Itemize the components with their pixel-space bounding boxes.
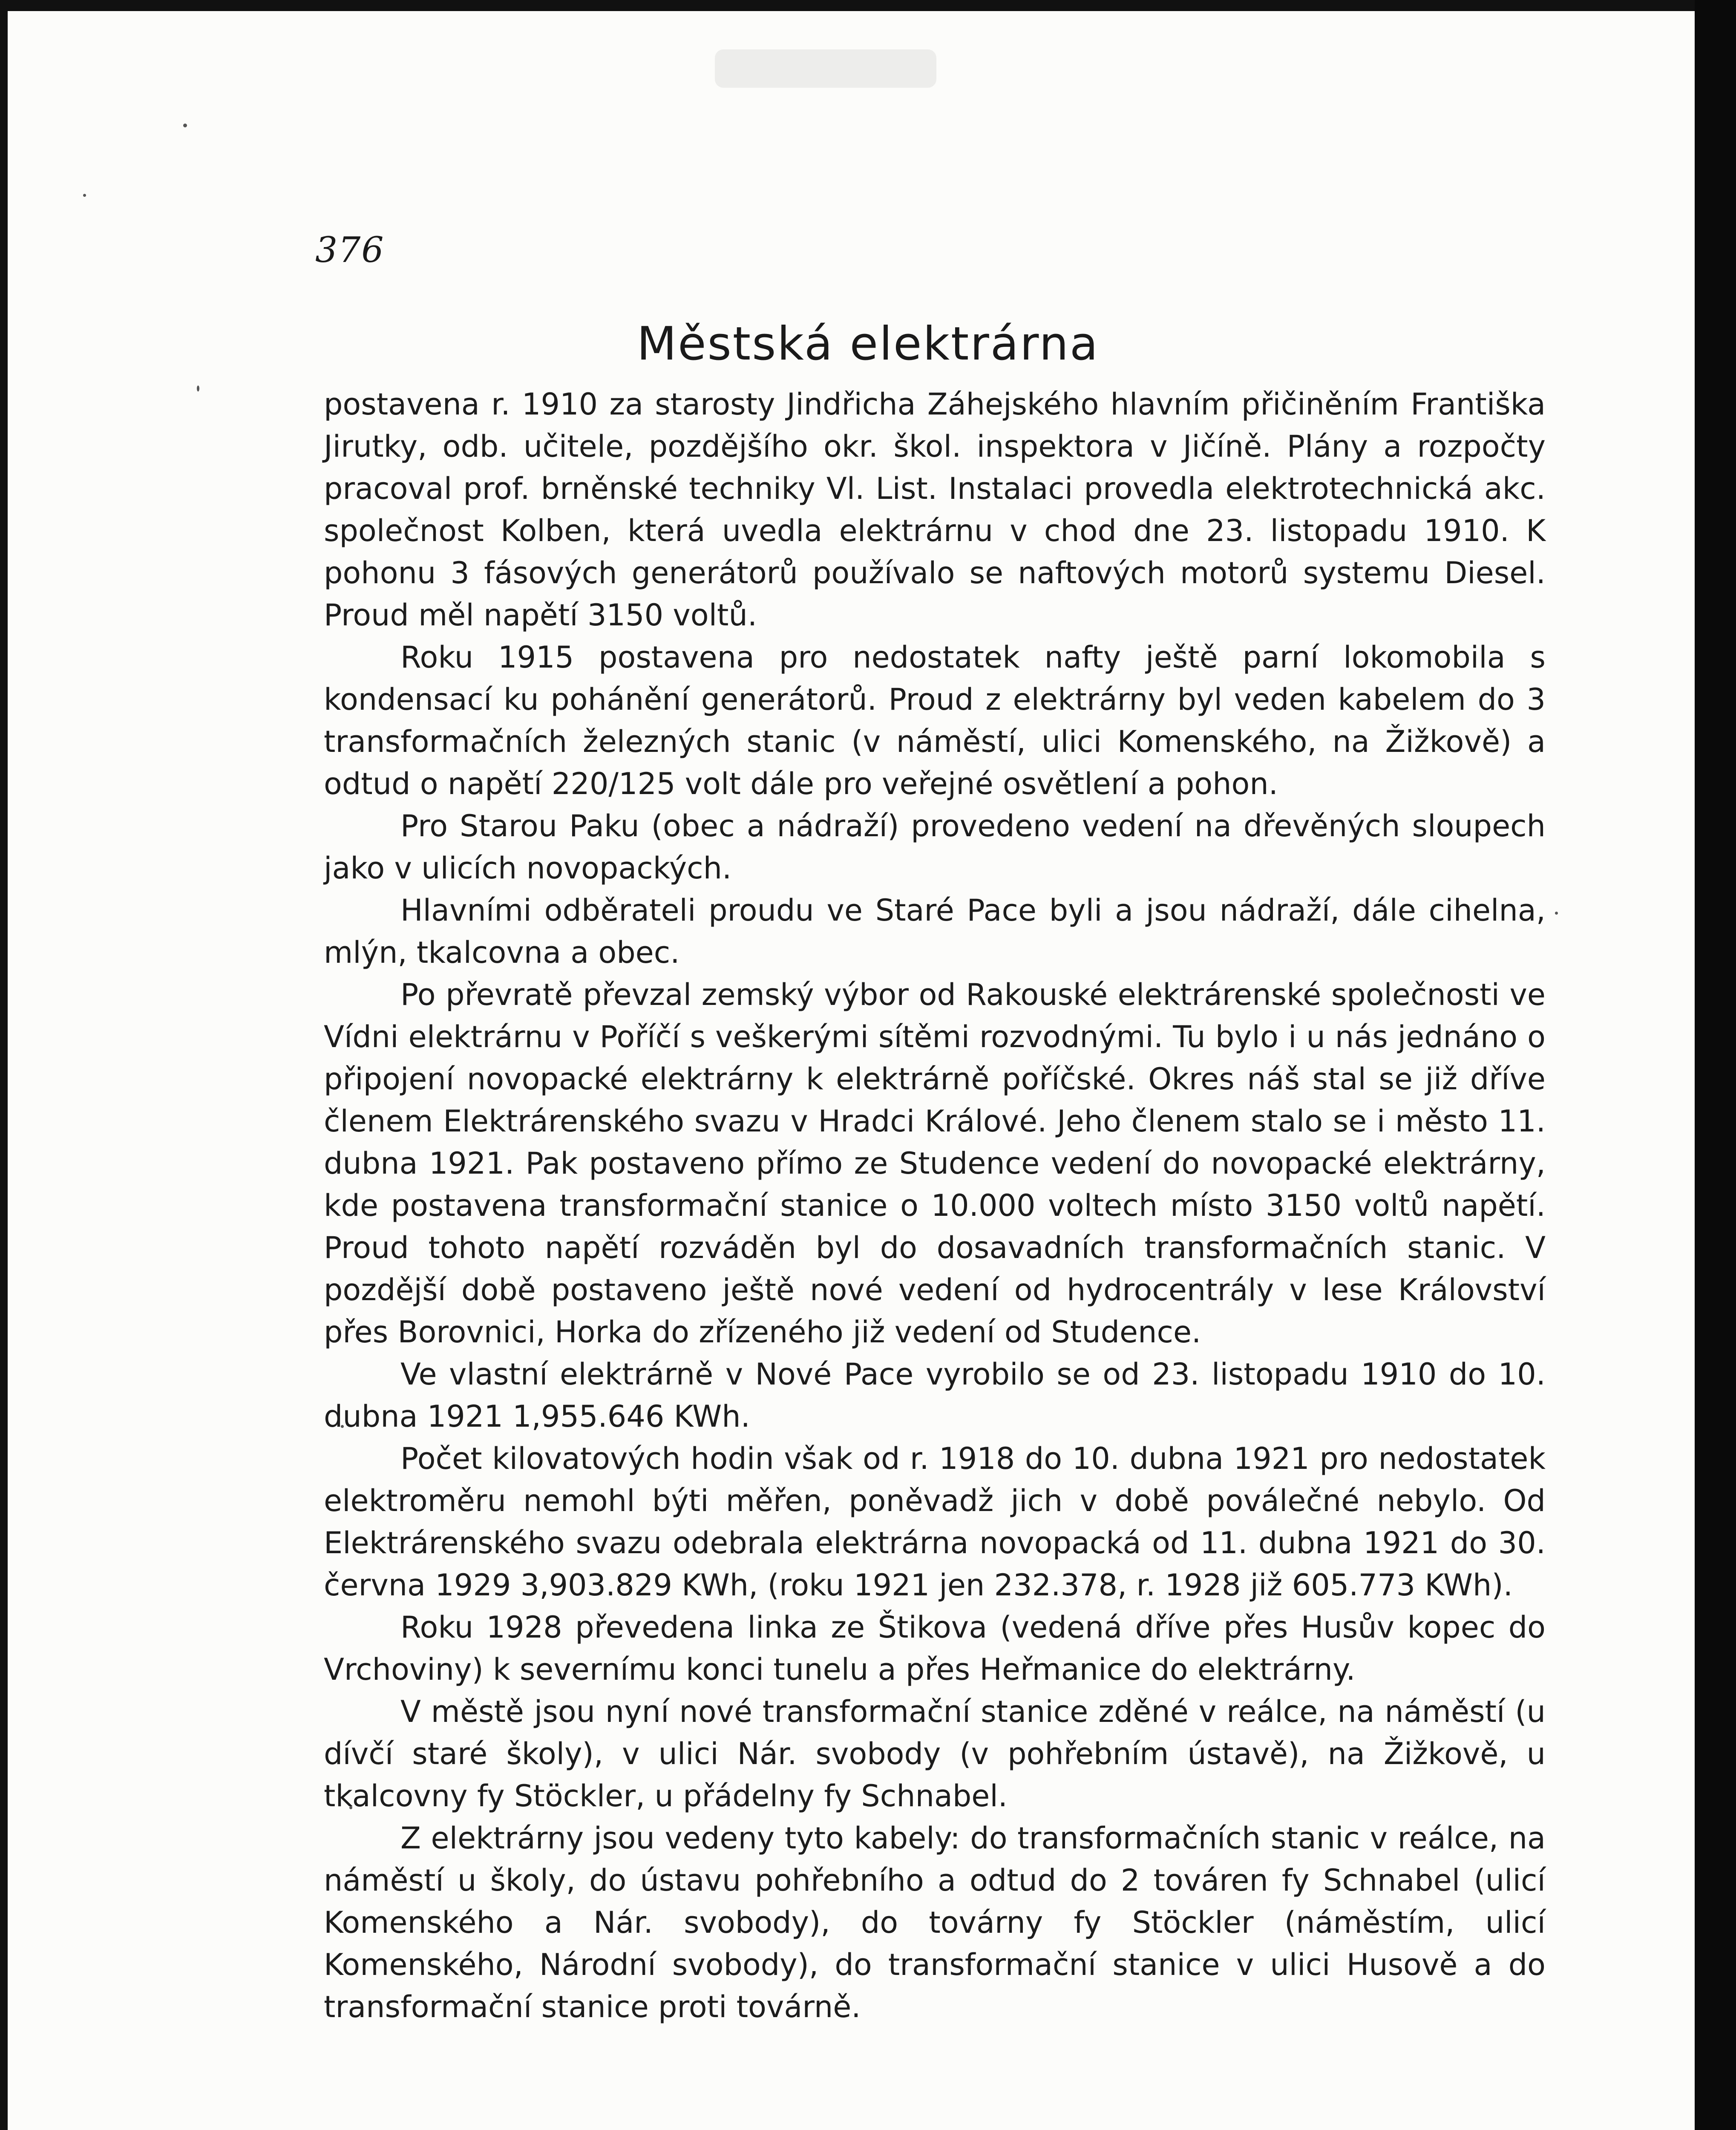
dust-speck [183,124,187,127]
paragraph: Roku 1915 postavena pro nedostatek nafty ještě parní lokomobila s kondensací ku pohánění generátorů. Proud z elektrárny byl veden kabelem do 3 transformačních železných stanic (v náměstí, ulici Komenského, na Žižkově) a odtud o napětí 220/125 volt dále pro veřejné osvětlení a pohon. [324,640,1546,801]
paragraph: postavena r. 1910 za starosty Jindřicha Záhejského hlavním přičiněním Františka Jirutky, odb. učitele, pozdějšího okr. škol. inspektora v Jičíně. Plány a rozpočty pracoval prof. brněnské techniky Vl. List. Instalaci provedla elektrotechnická akc. společnost Kolben, která uvedla elektrárnu v chod dne 23. listopadu 1910. K pohonu 3 fásových generátorů používalo se naftových motorů systemu Diesel. Proud měl napětí 3150 voltů. [324,387,1546,633]
paragraph: Po převratě převzal zemský výbor od Rakouské elektrárenské společnosti ve Vídni elektrárnu v Poříčí s veškerými sítěmi rozvodnými. Tu bylo i u nás jednáno o připojení novopacké elektrárny k elektrárně poříčské. Okres náš stal se již dříve členem Elektrárenského svazu v Hradci Králové. Jeho členem stalo se i město 11. dubna 1921. Pak postaveno přímo ze Studence vedení do novopacké elektrárny, kde postavena transformační stanice o 10.000 voltech místo 3150 voltů napětí. Proud tohoto napětí rozváděn byl do dosavadních transformačních stanic. V pozdější době postaveno ještě nové vedení od hydrocentrály v lese Království přes Borovnici, Horka do zřízeného již vedení od Studence. [324,977,1546,1350]
paragraph: Ve vlastní elektrárně v Nové Pace vyrobilo se od 23. listopadu 1910 do 10. dubna 1921 1,955.646 KWh. [324,1357,1546,1434]
paragraph: Počet kilovatových hodin však od r. 1918 do 10. dubna 1921 pro nedostatek elektroměru nemohl býti měřen, poněvadž jich v době poválečné nebylo. Od Elektrárenského svazu odebrala elektrárna novopacká od 11. dubna 1921 do 30. června 1929 3,903.829 KWh, (roku 1921 jen 232.378, r. 1928 již 605.773 KWh). [324,1441,1546,1603]
dust-speck [1555,912,1558,915]
paragraph: Z elektrárny jsou vedeny tyto kabely: do transformačních stanic v reálce, na náměstí u školy, do ústavu pohřebního a odtud do 2 továren fy Schnabel (ulicí Komenského a Nár. svobody), do továrny fy Stöckler (náměstím, ulicí Komenského, Národní svobody), do transformační stanice v ulici Husově a do transformační stanice proti továrně. [324,1821,1546,2024]
page-number: 376 [315,230,385,271]
dust-speck [83,194,86,197]
paragraph: V městě jsou nyní nové transformační stanice zděné v reálce, na náměstí (u dívčí staré školy), v ulici Nár. svobody (v pohřebním ústavě), na Žižkově, u tkalcovny fy Stöckler, u přádelny fy Schnabel. [324,1694,1546,1813]
paragraph: Roku 1928 převedena linka ze Štikova (vedená dříve přes Husův kopec do Vrchoviny) k severnímu konci tunelu a přes Heřmanice do elektrárny. [324,1610,1546,1687]
bleed-through-mark [715,49,936,88]
paragraph: Hlavními odběrateli proudu ve Staré Pace byli a jsou nádraží, dále cihelna, mlýn, tkalcovna a obec. [324,893,1546,970]
paragraph: Pro Starou Paku (obec a nádraží) provedeno vedení na dřevěných sloupech jako v ulicích novopackých. [324,809,1546,886]
page-title: Městská elektrárna [636,317,1100,371]
article-body [324,383,1546,2028]
dust-speck [197,386,199,391]
